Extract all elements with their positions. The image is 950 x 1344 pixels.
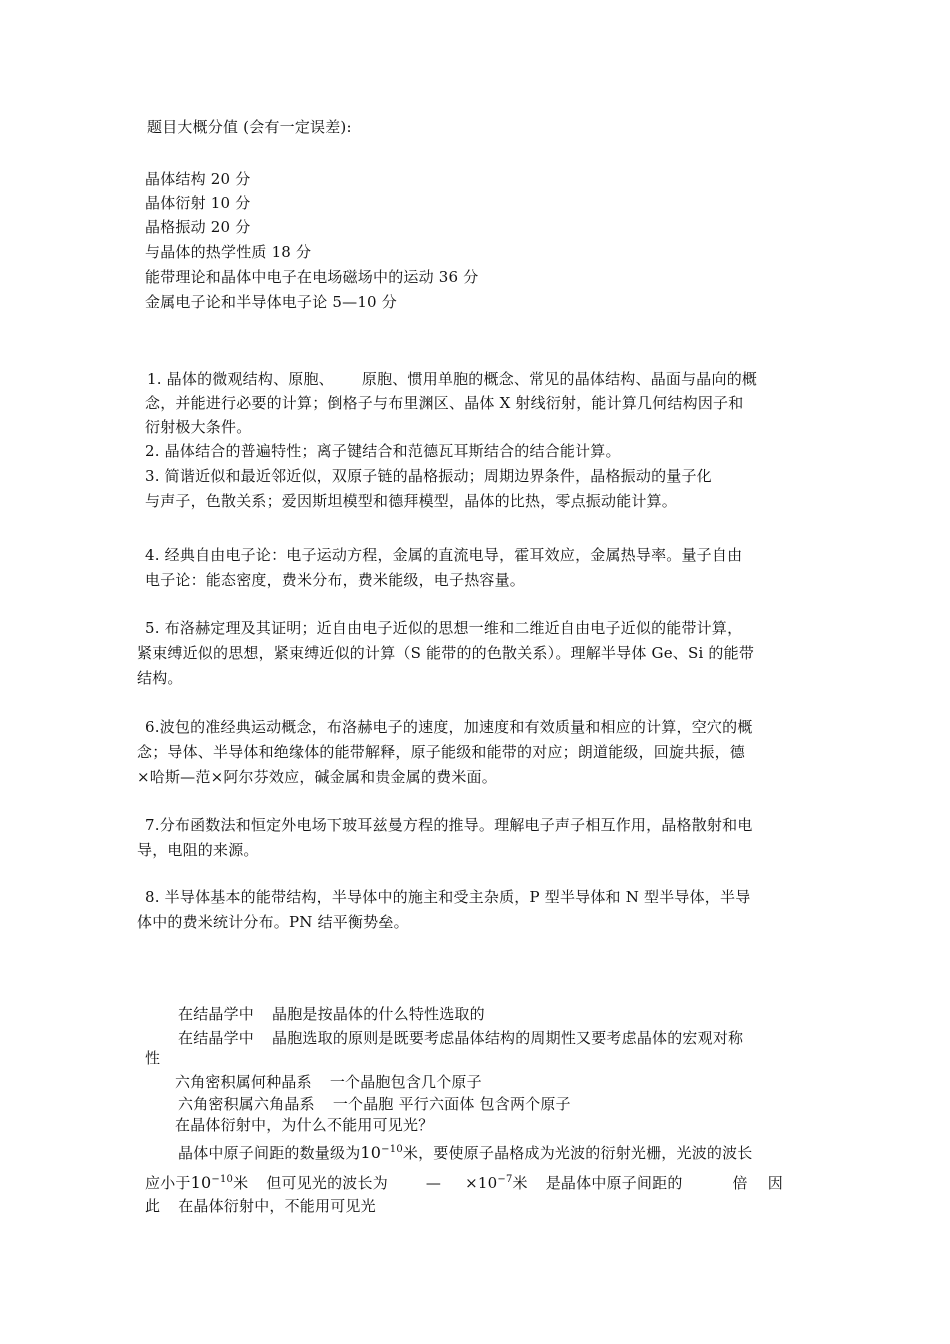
question-1: 在结晶学中 晶胞是按晶体的什么特性选取的	[178, 1005, 485, 1023]
answer-3-line-1: 晶体中原子间距的数量级为$10^{-10}$米，要使原子晶格成为光波的衍射光栅，光波的波长	[178, 1143, 753, 1162]
point-6-line-1: 6.波包的准经典运动概念，布洛赫电子的速度，加速度和有效质量和相应的计算，空穴的概	[145, 718, 753, 736]
point-2: 2. 晶体结合的普遍特性；离子键结合和范德瓦耳斯结合的结合能计算。	[145, 442, 621, 460]
score-item-electron-theory: 金属电子论和半导体电子论 5—10 分	[145, 293, 397, 311]
point-5-line-3: 结构。	[137, 669, 183, 687]
point-6-line-2: 念；导体、半导体和绝缘体的能带解释，原子能级和能带的对应；朗道能级，回旋共振，德	[137, 743, 746, 761]
answer-1-line-1: 在结晶学中 晶胞选取的原则是既要考虑晶体结构的周期性又要考虑晶体的宏观对称	[178, 1029, 744, 1047]
point-8-line-1: 8. 半导体基本的能带结构，半导体中的施主和受主杂质，P 型半导体和 N 型半导体，半导	[145, 888, 751, 906]
question-2: 六角密积属何种晶系 一个晶胞包含几个原子	[175, 1073, 482, 1091]
score-item-band-theory: 能带理论和晶体中电子在电场磁场中的运动 36 分	[145, 268, 479, 286]
point-3-line-1: 3. 简谐近似和最近邻近似，双原子链的晶格振动；周期边界条件，晶格振动的量子化	[145, 467, 712, 485]
answer-1-line-2: 性	[145, 1049, 161, 1067]
answer-2: 六角密积属六角晶系 一个晶胞 平行六面体 包含两个原子	[178, 1095, 571, 1113]
point-5-line-1: 5. 布洛赫定理及其证明；近自由电子近似的思想一维和二维近自由电子近似的能带计算，	[145, 619, 743, 637]
point-5-line-2: 紧束缚近似的思想，紧束缚近似的计算（S 能带的的色散关系）。理解半导体 Ge、Si 的能带	[137, 644, 755, 662]
score-item-lattice-vibration: 晶格振动 20 分	[145, 218, 251, 236]
score-item-diffraction: 晶体衍射 10 分	[145, 194, 251, 212]
point-1-line-1: 1. 晶体的微观结构、原胞、 原胞、惯用单胞的概念、常见的晶体结构、晶面与晶向的概	[147, 370, 758, 388]
answer-3-line-2: 应小于$10^{-10}$米 但可见光的波长为 — $\times 10^{-7}$米 是晶体中原子间距的 倍 因	[145, 1173, 783, 1192]
point-8-line-2: 体中的费米统计分布。PN 结平衡势垒。	[137, 913, 409, 931]
point-4-line-2: 电子论：能态密度，费米分布，费米能级，电子热容量。	[145, 571, 526, 589]
point-7-line-1: 7.分布函数法和恒定外电场下玻耳兹曼方程的推导。理解电子声子相互作用，晶格散射和电	[145, 816, 753, 834]
score-item-thermal: 与晶体的热学性质 18 分	[145, 243, 312, 261]
point-1-line-3: 衍射极大条件。	[145, 418, 252, 436]
point-7-line-2: 导，电阻的来源。	[137, 841, 259, 859]
answer-3-line-3: 此 在晶体衍射中，不能用可见光	[145, 1197, 376, 1215]
score-item-crystal-structure: 晶体结构 20 分	[145, 170, 251, 188]
point-4-line-1: 4. 经典自由电子论：电子运动方程，金属的直流电导，霍耳效应，金属热导率。量子自由	[145, 546, 743, 564]
question-3: 在晶体衍射中，为什么不能用可见光？	[175, 1116, 434, 1134]
point-1-line-2: 念，并能进行必要的计算；倒格子与布里渊区、晶体 X 射线衍射，能计算几何结构因子和	[145, 394, 744, 412]
point-6-line-3: ×哈斯—范×阿尔芬效应，碱金属和贵金属的费米面。	[137, 768, 497, 786]
scores-heading: 题目大概分值 (会有一定误差):	[147, 118, 352, 136]
point-3-line-2: 与声子，色散关系；爱因斯坦模型和德拜模型，晶体的比热，零点振动能计算。	[145, 492, 678, 510]
